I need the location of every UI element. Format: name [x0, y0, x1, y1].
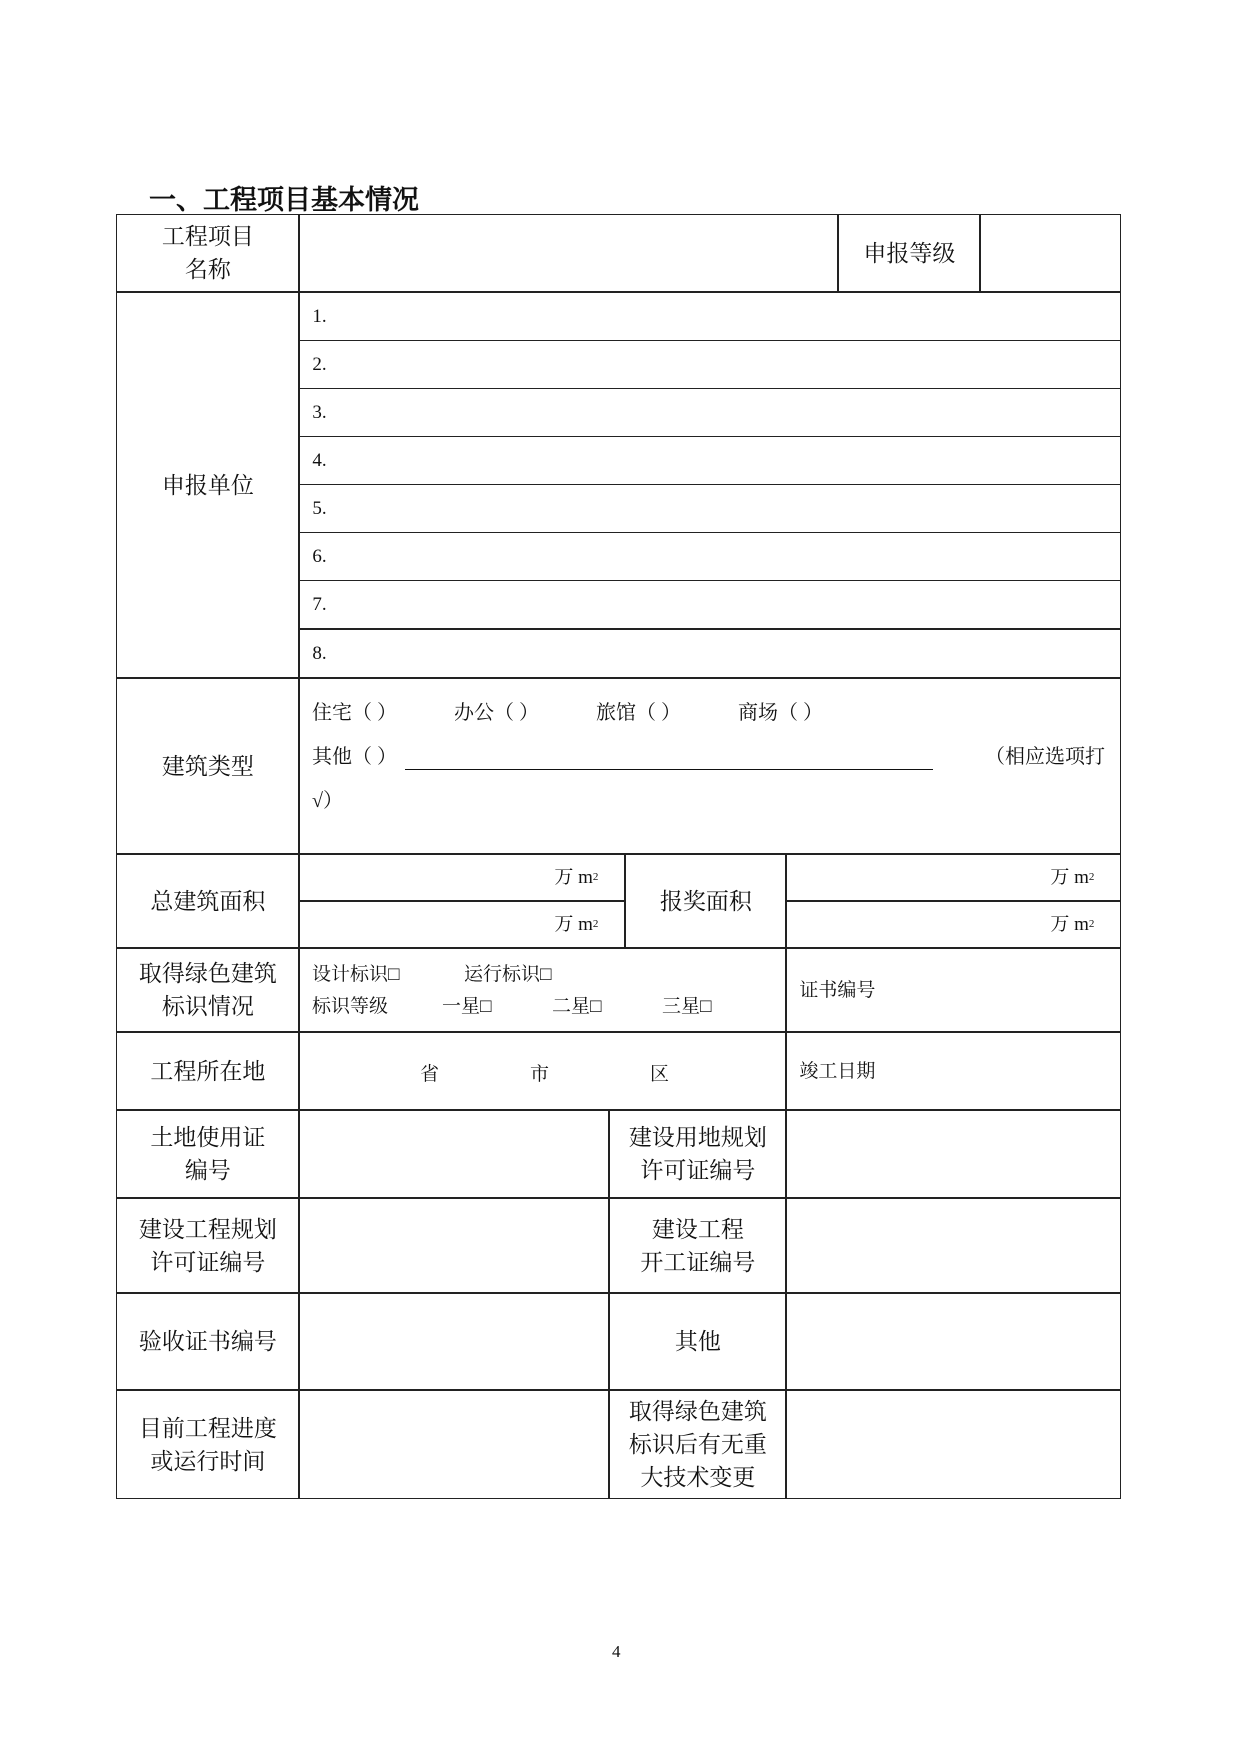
- option-office[interactable]: 办公（ ）: [454, 702, 539, 724]
- label-progress: 目前工程进度 或运行时间: [116, 1390, 299, 1499]
- option-design-label[interactable]: [312, 959, 464, 991]
- checkbox[interactable]: □: [540, 964, 552, 985]
- option-operation-label[interactable]: [464, 964, 552, 985]
- total-area-field-1[interactable]: [299, 854, 625, 901]
- label-construction-permit: 建设工程 开工证编号: [609, 1198, 786, 1293]
- label-building-type: 建筑类型: [116, 678, 299, 854]
- other-type-underline-field[interactable]: [405, 747, 933, 770]
- option-two-star[interactable]: [552, 991, 662, 1023]
- unit-row[interactable]: 5.: [299, 484, 1121, 533]
- label-location: 工程所在地: [116, 1032, 299, 1110]
- area-unit: 万 m: [554, 867, 593, 889]
- section-title: 一、工程项目基本情况: [149, 185, 419, 216]
- other-field[interactable]: [786, 1293, 1121, 1390]
- label-acceptance: 验收证书编号: [116, 1293, 299, 1390]
- cert-number-field[interactable]: 证书编号: [786, 948, 1121, 1032]
- label-award-area: 报奖面积: [625, 854, 786, 948]
- construction-permit-field[interactable]: [786, 1198, 1121, 1293]
- checkbox[interactable]: □: [480, 996, 492, 1017]
- project-plan-field[interactable]: [299, 1198, 609, 1293]
- unit-row[interactable]: 2.: [299, 340, 1121, 389]
- unit-row[interactable]: 7.: [299, 580, 1121, 629]
- district-label: 区: [650, 1063, 670, 1085]
- acceptance-field[interactable]: [299, 1293, 609, 1390]
- location-parts: [300, 1033, 787, 1111]
- area-unit: 万 m: [1050, 914, 1089, 936]
- total-area-field-2[interactable]: [299, 901, 625, 948]
- option-hotel[interactable]: 旅馆（ ）: [596, 702, 681, 724]
- area-unit-sup: 2: [592, 918, 599, 931]
- label-major-change: 取得绿色建筑 标识后有无重 大技术变更: [609, 1390, 786, 1499]
- checkbox[interactable]: □: [388, 964, 400, 985]
- label-project-plan: 建设工程规划 许可证编号: [116, 1198, 299, 1293]
- label-level: 标识等级: [312, 996, 389, 1017]
- building-type-options: [300, 679, 1122, 855]
- unit-row[interactable]: 4.: [299, 436, 1121, 485]
- area-unit-sup: 2: [1088, 871, 1095, 884]
- project-name-field[interactable]: [299, 214, 838, 292]
- one-star-text: 一星: [442, 996, 481, 1017]
- label-land-plan: 建设用地规划 许可证编号: [609, 1110, 786, 1198]
- three-star-text: 三星: [662, 996, 701, 1017]
- option-other[interactable]: 其他（ ）: [312, 746, 397, 768]
- area-unit-sup: 2: [592, 871, 599, 884]
- label-apply-level: 申报等级: [838, 214, 980, 292]
- unit-row[interactable]: 1.: [299, 292, 1121, 341]
- progress-field[interactable]: [299, 1390, 609, 1499]
- apply-level-field[interactable]: [980, 214, 1121, 292]
- label-other: 其他: [609, 1293, 786, 1390]
- city-label: 市: [530, 1063, 550, 1085]
- green-label-options: [300, 949, 787, 1033]
- checkbox[interactable]: □: [700, 996, 712, 1017]
- completion-date-field[interactable]: 竣工日期: [786, 1032, 1121, 1110]
- option-mall[interactable]: 商场（ ）: [738, 702, 823, 724]
- area-unit: 万 m: [1050, 867, 1089, 889]
- area-unit: 万 m: [554, 914, 593, 936]
- note-text-2: √）: [312, 790, 343, 812]
- unit-row[interactable]: 3.: [299, 388, 1121, 437]
- major-change-field[interactable]: [786, 1390, 1121, 1499]
- land-cert-field[interactable]: [299, 1110, 609, 1198]
- label-green-label: 取得绿色建筑 标识情况: [116, 948, 299, 1032]
- unit-row[interactable]: 8.: [299, 629, 1121, 678]
- option-three-star[interactable]: [662, 996, 712, 1017]
- label-land-cert: 土地使用证 编号: [116, 1110, 299, 1198]
- design-label-text: 设计标识: [312, 964, 389, 985]
- area-unit-sup: 2: [1088, 918, 1095, 931]
- note-text: （相应选项打: [985, 746, 1105, 768]
- checkbox[interactable]: □: [590, 996, 602, 1017]
- label-apply-unit: 申报单位: [116, 292, 299, 678]
- option-one-star[interactable]: [442, 991, 552, 1023]
- province-label: 省: [420, 1063, 440, 1085]
- operation-label-text: 运行标识: [464, 964, 541, 985]
- unit-row[interactable]: 6.: [299, 532, 1121, 581]
- award-area-field-1[interactable]: [786, 854, 1121, 901]
- label-total-area: 总建筑面积: [116, 854, 299, 948]
- land-plan-field[interactable]: [786, 1110, 1121, 1198]
- label-project-name: 工程项目 名称: [116, 214, 299, 292]
- two-star-text: 二星: [552, 996, 591, 1017]
- option-residential[interactable]: 住宅（ ）: [312, 702, 397, 724]
- page-number: 4: [612, 1642, 621, 1661]
- award-area-field-2[interactable]: [786, 901, 1121, 948]
